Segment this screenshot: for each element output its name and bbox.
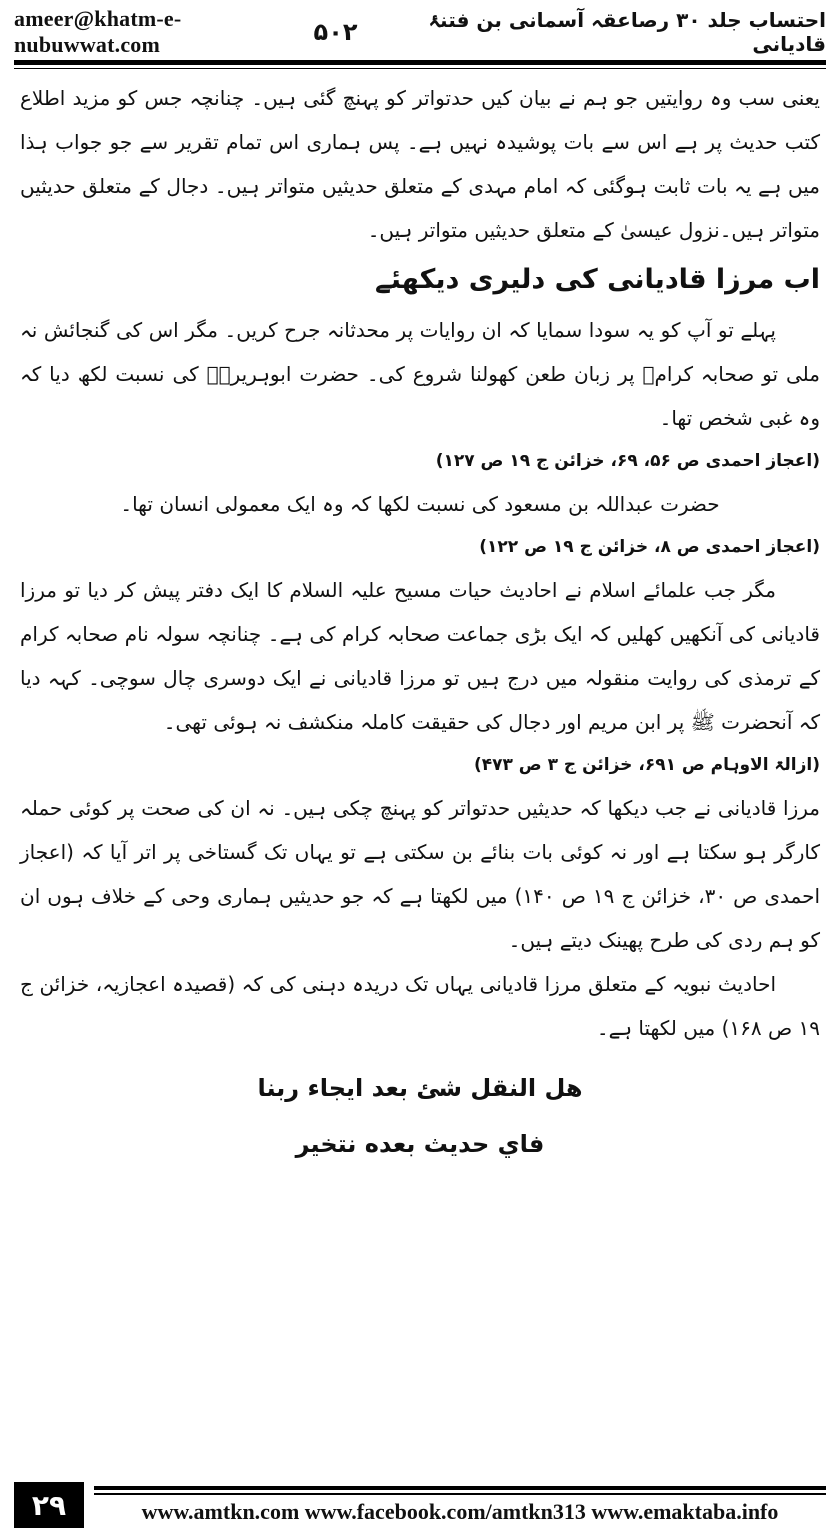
header-email: ameer@khatm-e-nubuwwat.com	[14, 6, 182, 57]
footer-rule-thick	[94, 1486, 826, 1490]
footer-page-number: ۲۹	[14, 1482, 84, 1528]
verse-line-2: فاي حديث بعده نتخير	[295, 1130, 545, 1158]
centered-line: حضرت عبداللہ بن مسعود کی نسبت لکھا کہ وہ ایک معمولی انسان تھا۔	[120, 492, 720, 516]
footer-rule-thin	[94, 1493, 826, 1495]
header-rule-thick	[14, 60, 826, 65]
reference-1: (اعجاز احمدی ص ۵۶، ۶۹، خزائن ج ۱۹ ص ۱۲۷)	[435, 451, 820, 471]
header-rule-thin	[14, 68, 826, 69]
paragraph-5: احادیث نبویہ کے متعلق مرزا قادیانی یہاں تک دریدہ دہنی کی کہ (قصیدہ اعجازیہ، خزائن ج ۱۹ ص ۱۶۸) میں لکھتا ہے۔	[20, 972, 820, 1040]
verse-line-1: هل النقل شئ بعد ايجاء ربنا	[257, 1074, 583, 1102]
book-title: احتساب جلد ۳۰ رصاعقہ آسمانی بن فتنۂ قادیانی	[428, 8, 826, 56]
footer-links: www.amtkn.com www.facebook.com/amtkn313 www.emaktaba.info	[141, 1499, 779, 1524]
page-footer	[14, 1482, 826, 1528]
paragraph-4: مرزا قادیانی نے جب دیکھا کہ حدیثیں حدتواتر کو پہنچ چکی ہیں۔ نہ ان کی صحت پر کوئی حملہ کارگر ہو سکتا ہے اور نہ کوئی بات بنائے بن سکتی ہے تو یہاں تک گستاخی پر اتر آیا کہ (اعجاز احمدی ص ۳۰، خزائن ج ۱۹ ص ۱۴۰) میں لکھتا ہے کہ جو حدیثیں ہماری وحی کے خلاف ہوں ان کو ہم ردی کی طرح پھینک دیتے ہیں۔	[20, 796, 821, 952]
reference-3: (ازالۃ الاوہام ص ۶۹۱، خزائن ج ۳ ص ۴۷۳)	[473, 755, 820, 775]
header-title-group	[314, 8, 826, 56]
reference-2: (اعجاز احمدی ص ۸، خزائن ج ۱۹ ص ۱۲۲)	[479, 537, 820, 557]
header-page-number: ۵۰۲	[313, 18, 358, 46]
page-body	[20, 76, 820, 1172]
section-heading: اب مرزا قادیانی کی دلیری دیکھئے	[374, 264, 820, 295]
paragraph-1: یعنی سب وہ روایتیں جو ہم نے بیان کیں حدتواتر کو پہنچ گئی ہیں۔ چنانچہ جس کو مزید اطلاع کتب حدیث پر ہے اس سے بات پوشیدہ نہیں ہے۔ پس ہماری اس تمام تقریر سے جو جواب ہذا میں ہے یہ بات ثابت ہوگئی کہ امام مہدی کے متعلق حدیثیں متواتر ہیں۔ دجال کے متعلق حدیثیں متواتر ہیں۔نزول عیسیٰ کے متعلق حدیثیں متواتر ہیں۔	[20, 86, 820, 242]
page-header	[14, 6, 826, 57]
paragraph-2: پہلے تو آپ کو یہ سودا سمایا کہ ان روایات پر محدثانہ جرح کریں۔ مگر اس کی گنجائش نہ ملی تو صحابہ کرامؓ پر زبان طعن کھولنا شروع کی۔ حضرت ابوہریرہؓ کی نسبت لکھ دیا کہ وہ غبی شخص تھا۔	[20, 318, 820, 430]
paragraph-3: مگر جب علمائے اسلام نے احادیث حیات مسیح علیہ السلام کا ایک دفتر پیش کر دیا تو مرزا قادیانی کی آنکھیں کھلیں کہ ایک بڑی جماعت صحابہ کرام کی ہے۔ چنانچہ سولہ نام صحابہ کرام کے ترمذی کی روایت منقولہ میں درج ہیں تو مرزا قادیانی نے ایک دوسری چال سوچی۔ کہہ دیا کہ آنحضرت ﷺ پر ابن مریم اور دجال کی حقیقت کاملہ منکشف نہ ہوئی تھی۔	[20, 578, 820, 734]
